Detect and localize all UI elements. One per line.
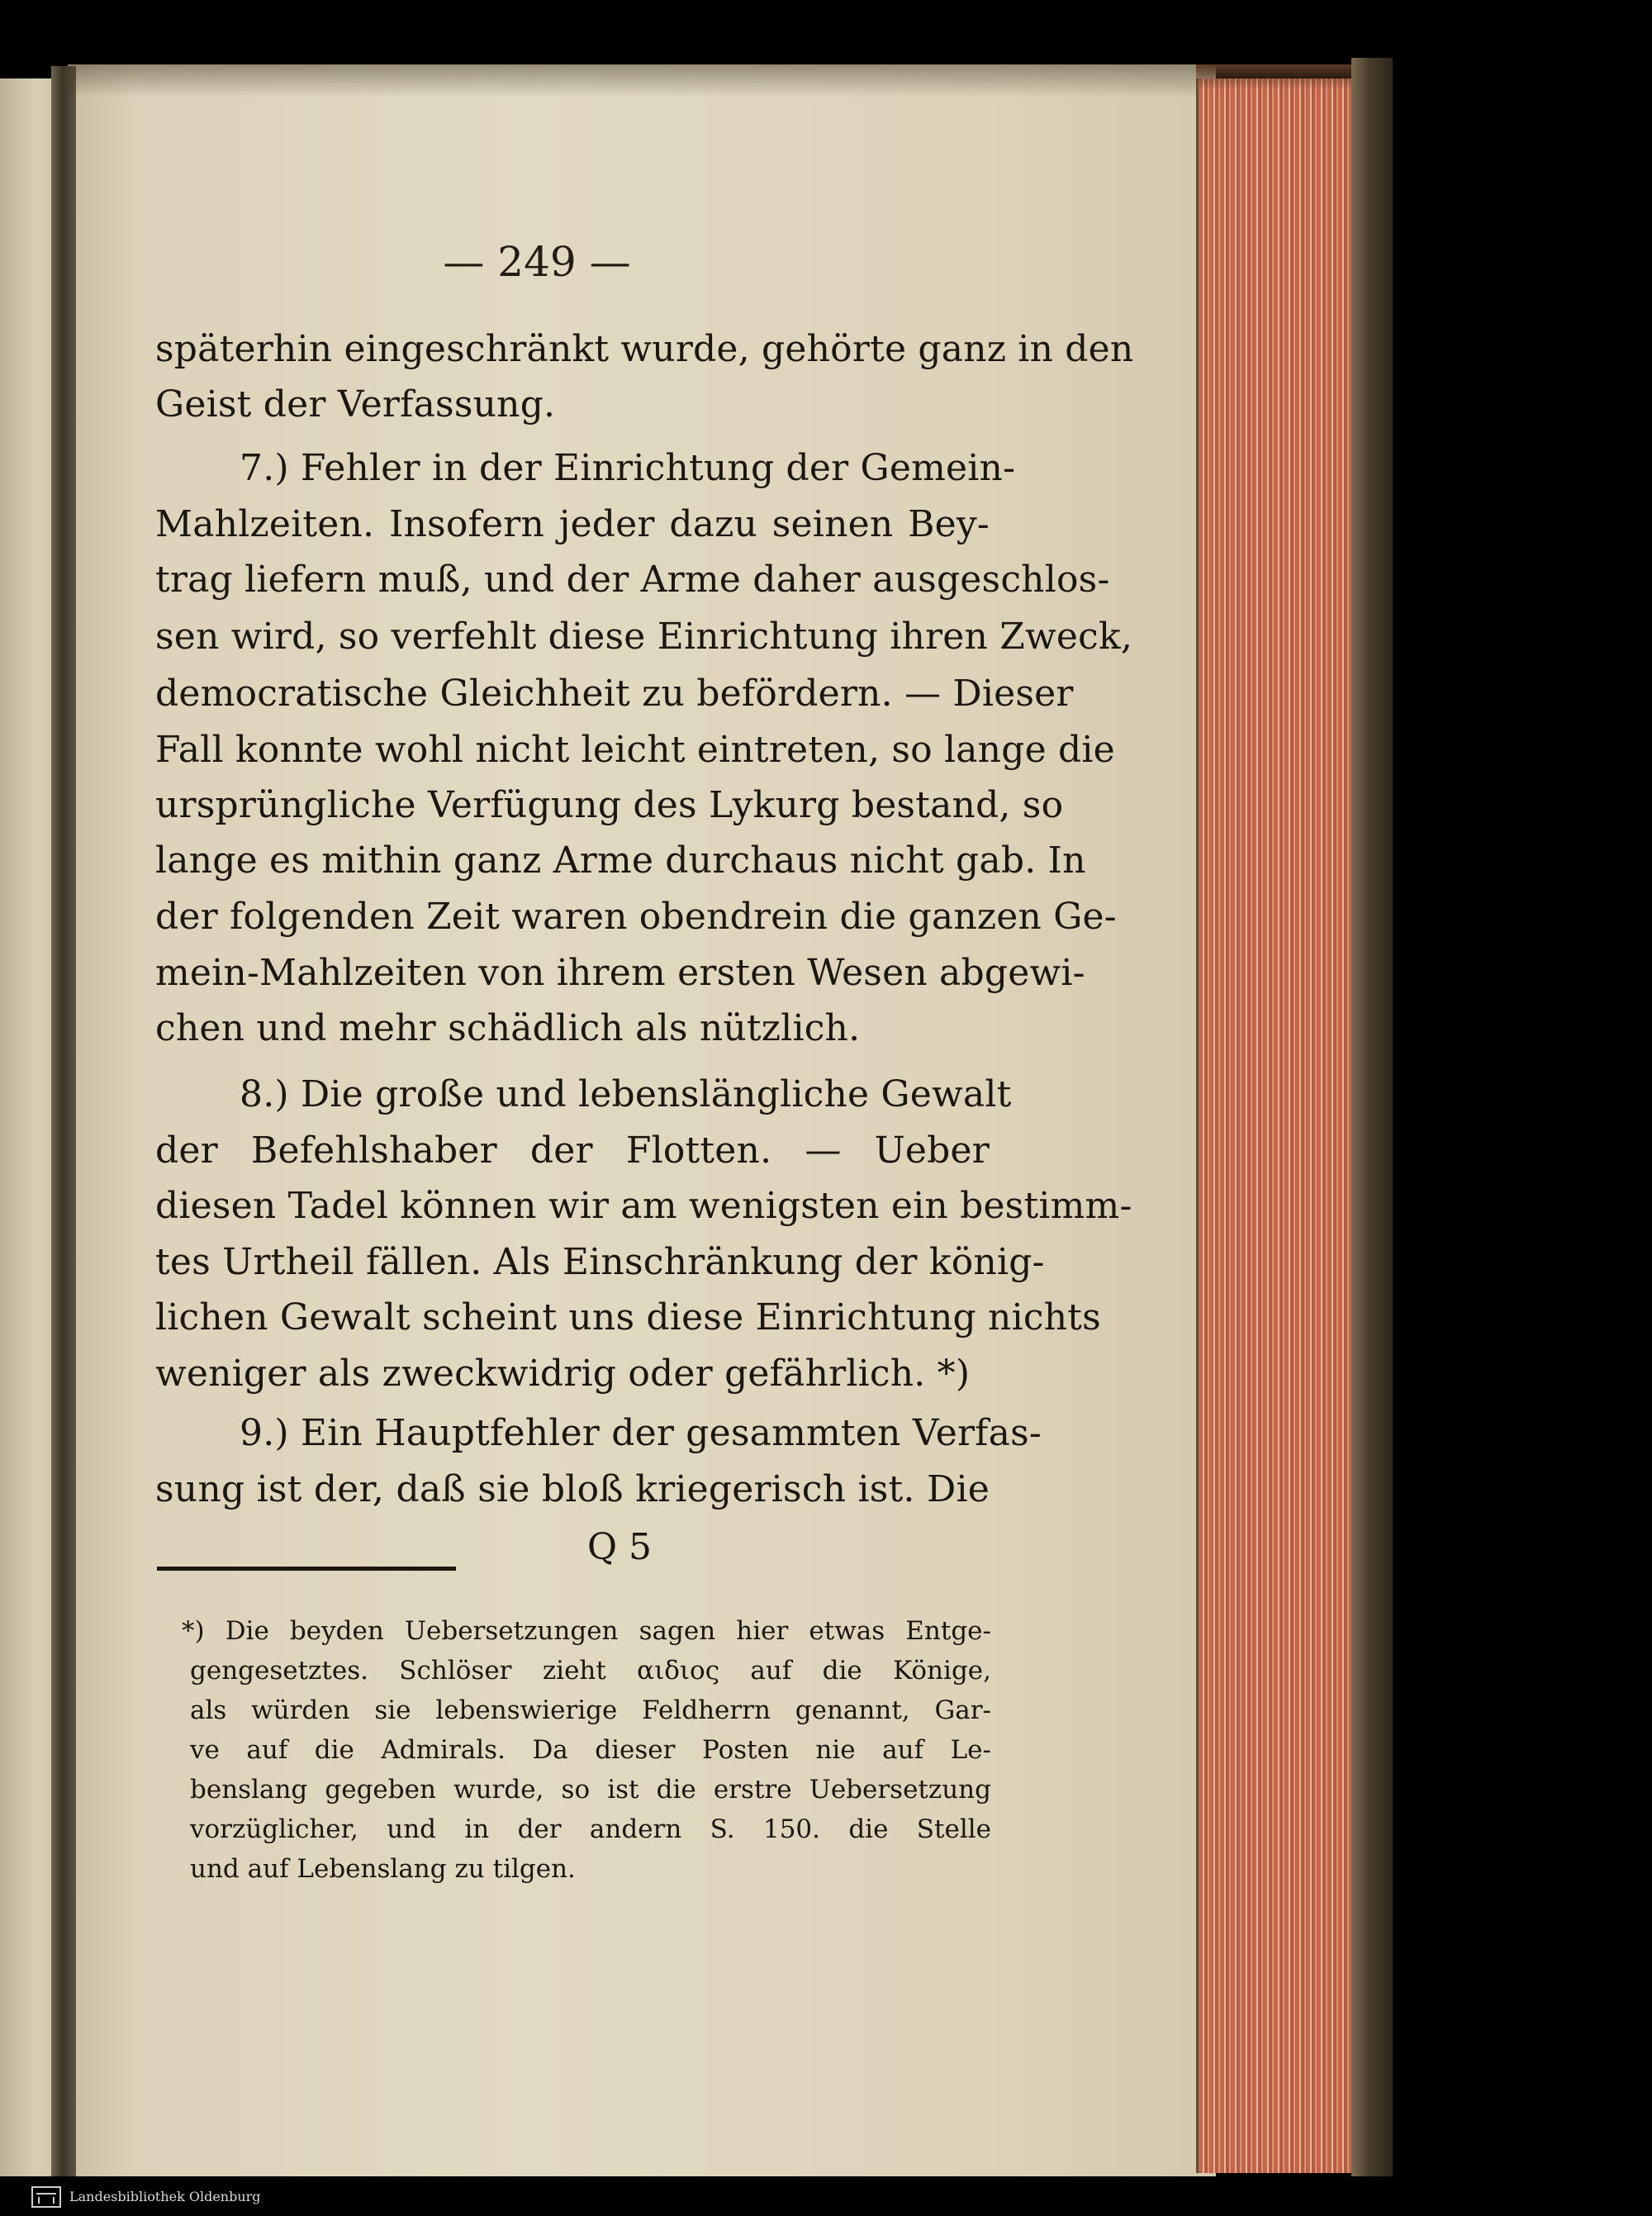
catchword-signature: Q 5 — [586, 1526, 653, 1568]
body-line: 9.) Ein Hauptfehler der gesammten Verfas- — [240, 1412, 1042, 1454]
body-line: mein-Mahlzeiten von ihrem ersten Wesen abgewi- — [155, 952, 1085, 994]
footnote-line: ve auf die Admirals. Da dieser Posten nie auf Le- — [190, 1735, 991, 1765]
footnote-line: benslang gegeben wurde, so ist die erstre Uebersetzung — [190, 1775, 991, 1805]
body-line: Mahlzeiten. Insofern jeder dazu seinen Bey- — [155, 503, 990, 545]
body-line: trag liefern muß, und der Arme daher ausgeschlos- — [155, 559, 1110, 601]
library-credit-label: Landesbibliothek Oldenburg — [69, 2189, 261, 2204]
body-line: diesen Tadel können wir am wenigsten ein bestimm- — [155, 1185, 1132, 1227]
book-cover-edge — [1351, 58, 1393, 2198]
footnote-rule — [157, 1567, 456, 1571]
page-fore-edges — [1196, 78, 1355, 2173]
body-line: sung ist der, daß sie bloß kriegerisch ist. Die — [155, 1468, 990, 1510]
body-line: der folgenden Zeit waren obendrein die ganzen Ge- — [155, 896, 1117, 938]
body-line: ursprüngliche Verfügung des Lykurg bestand, so — [155, 784, 1064, 826]
body-line: lange es mithin ganz Arme durchaus nicht gab. In — [155, 839, 1086, 882]
fore-edge-shadow — [1196, 64, 1353, 89]
footnote-line: *) Die beyden Uebersetzungen sagen hier etwas Entge- — [182, 1616, 991, 1646]
body-line: chen und mehr schädlich als nützlich. — [155, 1007, 861, 1049]
footnote-line: und auf Lebenslang zu tilgen. — [190, 1854, 576, 1884]
body-line: sen wird, so verfehlt diese Einrichtung ihren Zweck, — [155, 616, 1133, 658]
body-line: tes Urtheil fällen. Als Einschränkung der könig- — [155, 1241, 1045, 1283]
book-gutter — [51, 66, 76, 2198]
body-line: Geist der Verfassung. — [155, 383, 556, 426]
footnote-line: vorzüglicher, und in der andern S. 150. die Stelle — [190, 1814, 991, 1844]
footnote-line: gengesetztes. Schlöser zieht αιδιος auf die Könige, — [190, 1656, 991, 1686]
body-line: lichen Gewalt scheint uns diese Einrichtung nichts — [155, 1296, 1101, 1339]
library-building-icon — [31, 2186, 61, 2208]
body-line: Fall konnte wohl nicht leicht eintreten, so lange die — [155, 729, 1115, 771]
body-line: weniger als zweckwidrig oder gefährlich. *) — [155, 1353, 971, 1395]
body-line: 7.) Fehler in der Einrichtung der Gemein- — [240, 447, 1016, 489]
page-top-shadow — [68, 64, 1216, 97]
page-number-header: — 249 — — [443, 238, 631, 286]
footnote-line: als würden sie lebenswierige Feldherrn genannt, Gar- — [190, 1695, 991, 1725]
body-line: späterhin eingeschränkt wurde, gehörte ganz in den — [155, 328, 1134, 370]
body-line: 8.) Die große und lebenslängliche Gewalt — [240, 1073, 1012, 1115]
body-line: democratische Gleichheit zu befördern. — Dieser — [155, 673, 1074, 715]
body-line: der Befehlshaber der Flotten. — Ueber — [155, 1129, 990, 1172]
